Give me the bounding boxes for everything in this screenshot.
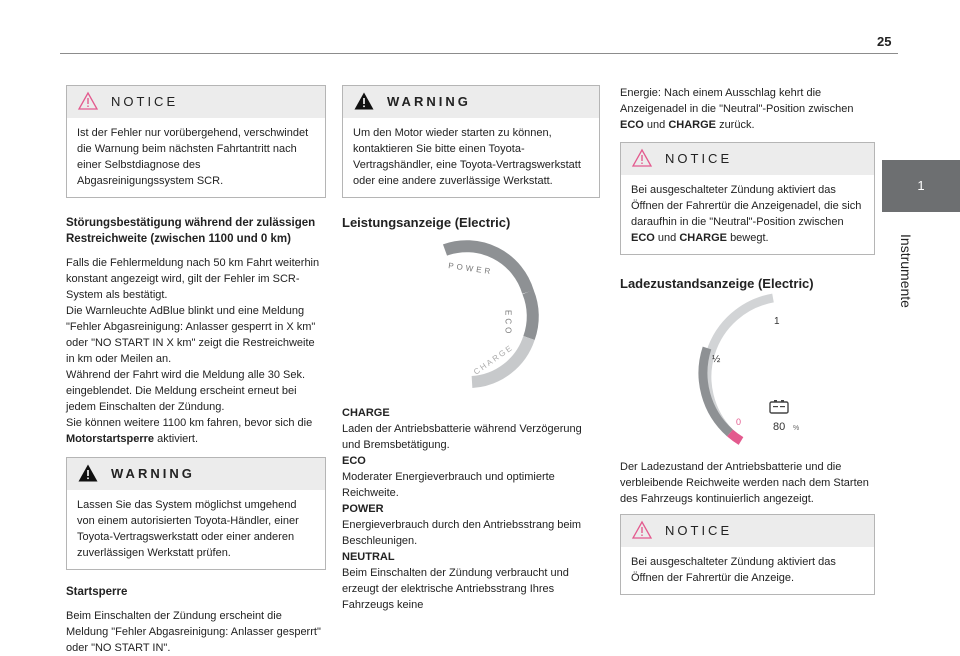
warning-title: WARNING bbox=[387, 94, 471, 109]
subheading-startsperre: Startsperre bbox=[66, 586, 128, 598]
text: Sie können weitere 1100 km fahren, bevor sich die bbox=[66, 417, 313, 429]
definition: Laden der Antriebsbatterie während Verzögerung und Bremsbetätigung. bbox=[342, 423, 582, 451]
text: Bei ausgeschalteter Zündung aktiviert das Öffnen der Fahrertür die Anzeigenadel, die sich daraufhin in die "Neutral"-Position zwischen bbox=[631, 184, 862, 228]
column-3 bbox=[620, 85, 875, 293]
text: aktiviert. bbox=[157, 433, 199, 445]
charge-gauge bbox=[690, 290, 810, 450]
section-heading-charge: Ladezustandsanzeige (Electric) bbox=[620, 276, 814, 291]
text: und bbox=[657, 232, 677, 244]
paragraph: Beim Einschalten der Zündung erscheint die Meldung "Fehler Abgasreinigung: Anlasser gesperrt" oder "NO START IN". bbox=[66, 610, 321, 654]
gauge-eco-label: ECO bbox=[503, 310, 513, 337]
term-neutral: NEUTRAL bbox=[342, 551, 395, 563]
paragraph bbox=[620, 85, 875, 133]
power-legend bbox=[342, 405, 600, 613]
text: bewegt. bbox=[730, 232, 769, 244]
warning-box bbox=[66, 457, 326, 570]
notice-triangle-icon bbox=[77, 91, 99, 111]
notice-header bbox=[621, 143, 874, 175]
notice-triangle-icon bbox=[631, 148, 653, 168]
bold-term: CHARGE bbox=[679, 232, 727, 244]
section-label bbox=[876, 216, 936, 326]
paragraph: Der Ladezustand der Antriebsbatterie und die verbleibende Reichweite werden nach dem Starten des Fahrzeugs kontinuierlich angezeigt. bbox=[620, 461, 869, 505]
notice-text bbox=[621, 175, 874, 254]
warning-title: WARNING bbox=[111, 466, 195, 481]
gauge-full-label: 1 bbox=[774, 316, 780, 327]
section-title: Instrumente bbox=[898, 234, 914, 308]
notice-title: NOTICE bbox=[665, 151, 733, 166]
text: zurück. bbox=[719, 119, 755, 131]
notice-text: Bei ausgeschalteter Zündung aktiviert das Öffnen der Fahrertür die Anzeige. bbox=[631, 556, 836, 584]
warning-triangle-icon bbox=[353, 91, 375, 111]
text: und bbox=[646, 119, 666, 131]
warning-triangle-icon bbox=[77, 463, 99, 483]
gauge-power-label: POWER bbox=[447, 261, 494, 277]
notice-box bbox=[620, 514, 875, 595]
term-power: POWER bbox=[342, 503, 384, 515]
notice-box bbox=[620, 142, 875, 255]
battery-icon bbox=[770, 400, 788, 413]
gauge-zero-label: 0 bbox=[736, 417, 742, 427]
top-rule bbox=[60, 53, 898, 54]
notice-header bbox=[67, 86, 325, 118]
notice-header bbox=[621, 515, 874, 547]
bold-term: CHARGE bbox=[668, 119, 716, 131]
notice-triangle-icon bbox=[631, 520, 653, 540]
paragraph bbox=[66, 415, 326, 447]
notice-title: NOTICE bbox=[665, 523, 733, 538]
bold-term: ECO bbox=[620, 119, 644, 131]
column-1 bbox=[66, 85, 326, 656]
bold-term: Motorstartsperre bbox=[66, 433, 155, 445]
term-eco: ECO bbox=[342, 455, 366, 467]
column-3-lower bbox=[620, 459, 875, 595]
text: Energie: Nach einem Ausschlag kehrt die Anzeigenadel in die "Neutral"-Position zwischen bbox=[620, 87, 854, 115]
subheading-confirmation: Störungsbestätigung während der zulässigen Restreichweite (zwischen 1100 und 0 km) bbox=[66, 217, 316, 245]
chapter-tab: 1 bbox=[882, 160, 960, 212]
charge-value: 80 bbox=[773, 421, 786, 433]
definition: Moderater Energieverbrauch und optimierte Reichweite. bbox=[342, 471, 555, 499]
term-charge: CHARGE bbox=[342, 407, 390, 419]
paragraph: Die Warnleuchte AdBlue blinkt und eine Meldung "Fehler Abgasreinigung: Anlasser gesperrt in X km" oder "NO START IN X km" zeigt die Restreichweite in km oder Meilen an. bbox=[66, 305, 316, 365]
gauge-half-label: ½ bbox=[712, 354, 721, 365]
power-gauge bbox=[420, 240, 560, 390]
section-heading-power: Leistungsanzeige (Electric) bbox=[342, 215, 511, 230]
definition: Beim Einschalten der Zündung verbraucht und erzeugt der elektrische Antriebsstrang Ihres Fahrzeugs keine bbox=[342, 567, 569, 611]
warning-header bbox=[67, 458, 325, 490]
definition: Energieverbrauch durch den Antriebsstrang beim Beschleunigen. bbox=[342, 519, 582, 547]
charge-unit: % bbox=[793, 425, 800, 432]
warning-box bbox=[342, 85, 600, 198]
paragraph: Während der Fahrt wird die Meldung alle 30 Sek. eingeblendet. Die Meldung erscheint erneut bei jedem Einschalten der Zündung. bbox=[66, 369, 306, 413]
warning-text: Lassen Sie das System möglichst umgehend von einem autorisierten Toyota-Händler, einer Toyota-Vertragswerkstatt oder einer anderen zuverlässigen Werkstatt prüfen. bbox=[77, 499, 299, 559]
bold-term: ECO bbox=[631, 232, 655, 244]
warning-header bbox=[343, 86, 599, 118]
page-number: 25 bbox=[877, 34, 892, 49]
notice-text: Ist der Fehler nur vorübergehend, verschwindet die Warnung beim nächsten Fahrtantritt nach einer Selbstdiagnose des Abgasreinigungssystem SCR. bbox=[77, 127, 309, 187]
notice-box bbox=[66, 85, 326, 198]
paragraph: Falls die Fehlermeldung nach 50 km Fahrt weiterhin konstant angezeigt wird, gilt der Fehler im SCR-System als bestätigt. bbox=[66, 257, 320, 301]
gauge-charge-label: CHARGE bbox=[471, 342, 516, 377]
warning-text: Um den Motor wieder starten zu können, kontaktieren Sie bitte einen Toyota-Vertragshändler, eine Toyota-Vertragswerkstatt oder eine andere zuverlässige Werkstatt. bbox=[353, 127, 581, 187]
column-2 bbox=[342, 85, 600, 232]
notice-title: NOTICE bbox=[111, 94, 179, 109]
